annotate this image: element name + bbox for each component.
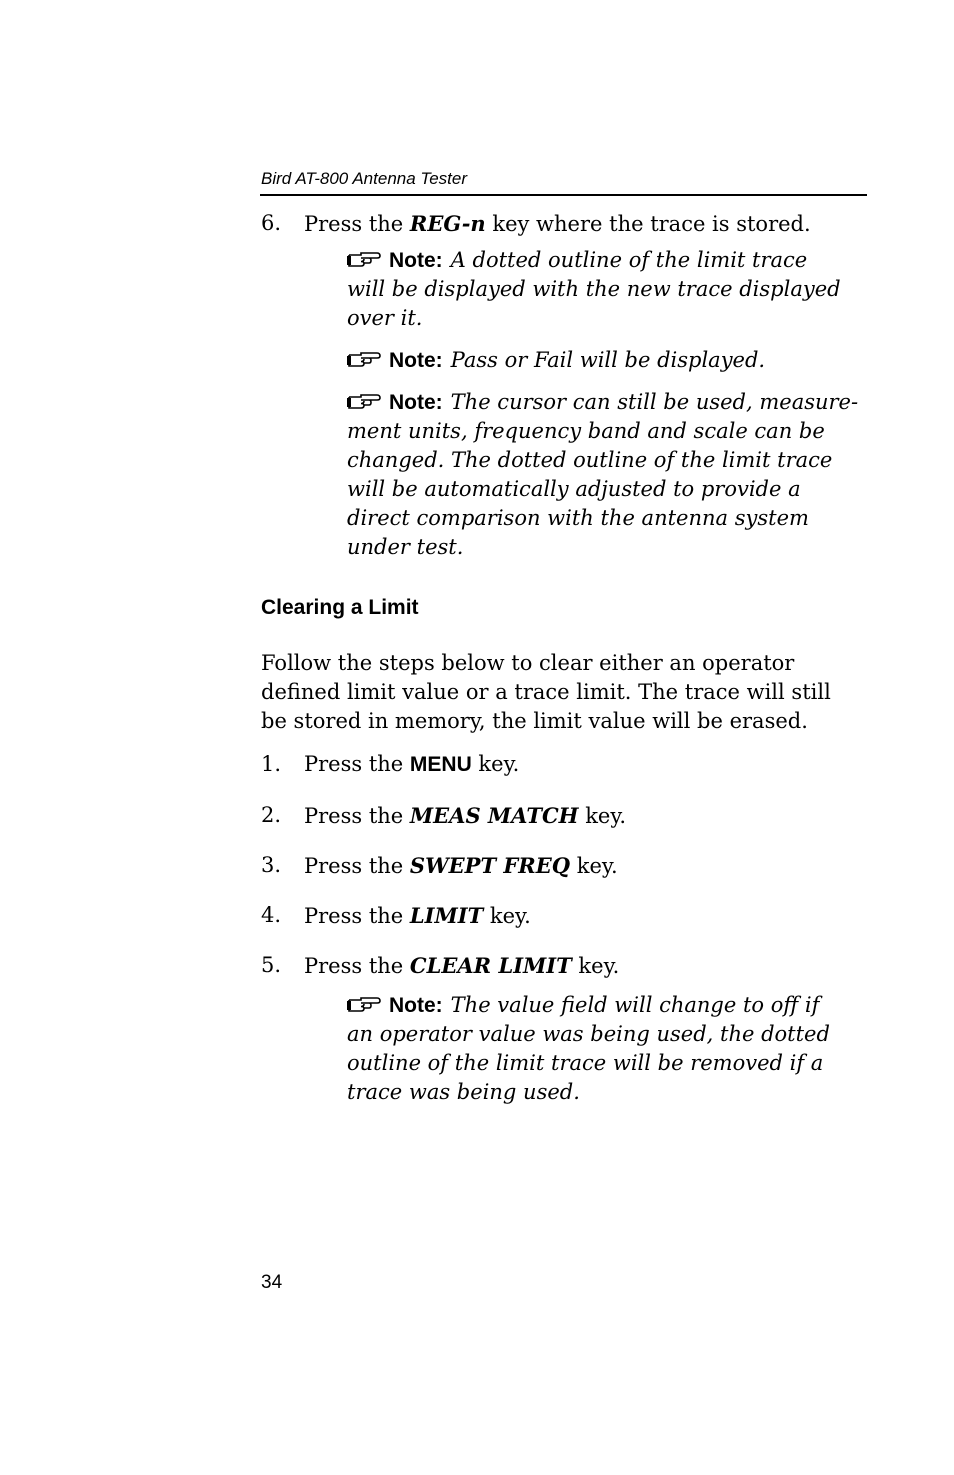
- step-text: Press the MEAS MATCH key.: [304, 803, 627, 828]
- note-pass-fail: Note: Pass or Fail will be displayed.: [347, 346, 872, 375]
- key-name: REG-n: [409, 211, 486, 236]
- step-text: Press the REG-n key where the trace is stored.: [304, 211, 811, 236]
- key-name: CLEAR LIMIT: [409, 953, 572, 978]
- note-dotted-outline: Note: A dotted outline of the limit trace will be displayed with the new trace displayed over it.: [347, 248, 841, 330]
- step-text: Press the CLEAR LIMIT key.: [304, 953, 620, 978]
- section-heading: Clearing a Limit: [261, 596, 419, 619]
- running-header: Bird AT-800 Antenna Tester: [261, 169, 468, 188]
- pointing-hand-icon: [347, 997, 381, 1013]
- key-name: SWEPT FREQ: [409, 853, 571, 878]
- step-text: Press the MENU key.: [304, 752, 520, 776]
- note-label: Note:: [389, 349, 443, 372]
- key-name: LIMIT: [409, 903, 484, 928]
- note-value-field: Note: The value field will change to off if an operator value was being used, the dotted outline of the limit trace will be removed if a trace was being used.: [347, 993, 830, 1104]
- step-number: 3.: [261, 853, 282, 877]
- step-number: 1.: [261, 752, 282, 776]
- pointing-hand-icon: [347, 394, 381, 410]
- step-text: Press the LIMIT key.: [304, 903, 531, 928]
- note-label: Note:: [389, 249, 443, 272]
- note-label: Note:: [389, 994, 443, 1017]
- header-rule: [260, 194, 867, 196]
- step-number: 4.: [261, 903, 282, 927]
- note-cursor: Note: The cursor can still be used, measure- ment units, frequency band and scale can be changed. The dotted outline of the limit trace will be automatically adjusted to provide a direct comparison with the antenna system under test.: [347, 390, 859, 559]
- key-name: MEAS MATCH: [409, 803, 579, 828]
- step-text: Press the SWEPT FREQ key.: [304, 853, 618, 878]
- intro-paragraph: Follow the steps below to clear either an operator defined limit value or a trace limit. The trace will still be stored in memory, the limit value will be erased.: [261, 651, 831, 733]
- pointing-hand-icon: [347, 252, 381, 268]
- pointing-hand-icon: [347, 352, 381, 368]
- key-name: MENU: [409, 753, 472, 776]
- step-number: 2.: [261, 803, 282, 827]
- note-label: Note:: [389, 391, 443, 414]
- step-number: 5.: [261, 953, 282, 977]
- page-number: 34: [261, 1272, 283, 1293]
- step-number: 6.: [261, 211, 282, 235]
